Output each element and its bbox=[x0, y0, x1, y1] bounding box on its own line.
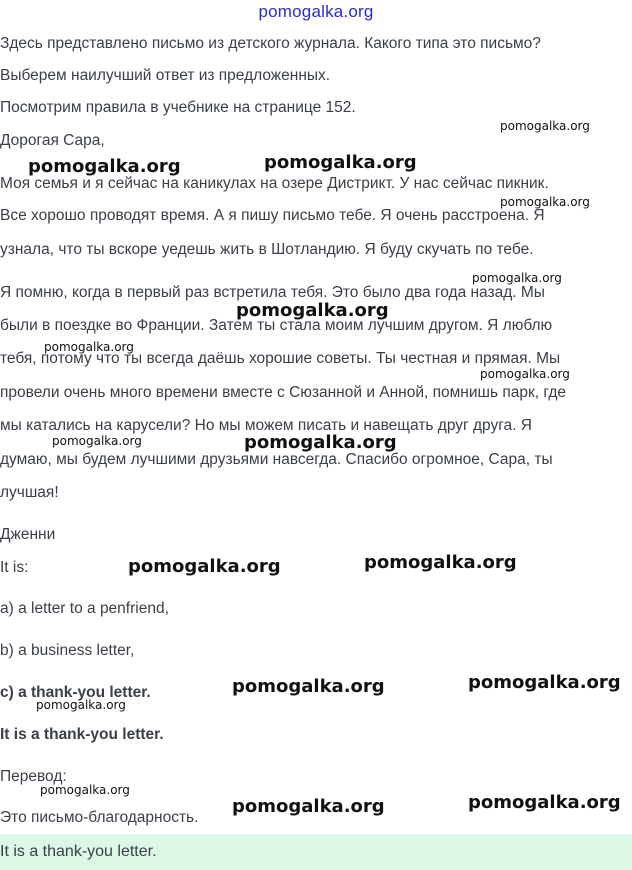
watermark: pomogalka.org bbox=[472, 271, 562, 285]
letter-line: Я помню, когда в первый раз встретила тебя. Это было два года назад. Мы bbox=[0, 284, 545, 301]
watermark: pomogalka.org bbox=[232, 796, 385, 817]
watermark: pomogalka.org bbox=[244, 432, 397, 453]
watermark: pomogalka.org bbox=[128, 556, 281, 577]
option-a: a) a letter to a penfriend, bbox=[0, 600, 169, 617]
site-header-link[interactable]: pomogalka.org bbox=[258, 2, 374, 21]
final-answer-box bbox=[0, 834, 632, 870]
letter-line: думаю, мы будем лучшими друзьями навсегда. Спасибо огромное, Сара, ты bbox=[0, 451, 553, 468]
question-answer: It is a thank-you letter. bbox=[0, 726, 164, 743]
watermark: pomogalka.org bbox=[500, 119, 590, 133]
translation-text: Это письмо-благодарность. bbox=[0, 809, 199, 826]
watermark: pomogalka.org bbox=[236, 300, 389, 321]
watermark: pomogalka.org bbox=[480, 367, 570, 381]
intro-line-2: Выберем наилучший ответ из предложенных. bbox=[0, 67, 331, 84]
letter-line: провели очень много времени вместе с Сюзанной и Анной, помнишь парк, где bbox=[0, 384, 566, 401]
final-answer-text: It is a thank-you letter. bbox=[0, 843, 157, 860]
watermark: pomogalka.org bbox=[36, 698, 126, 712]
watermark: pomogalka.org bbox=[52, 434, 142, 448]
watermark: pomogalka.org bbox=[232, 676, 385, 697]
letter-line: мы катались на карусели? Но мы можем писать и навещать друг друга. Я bbox=[0, 417, 532, 434]
watermark: pomogalka.org bbox=[364, 552, 517, 573]
watermark: pomogalka.org bbox=[44, 340, 134, 354]
letter-line: были в поездке во Франции. Затем ты стала моим лучшим другом. Я люблю bbox=[0, 317, 553, 334]
watermark: pomogalka.org bbox=[468, 792, 621, 813]
watermark: pomogalka.org bbox=[500, 195, 590, 209]
intro-line-3: Посмотрим правила в учебнике на странице 152. bbox=[0, 99, 356, 116]
letter-line: Все хорошо проводят время. А я пишу письмо тебе. Я очень расстроена. Я bbox=[0, 207, 545, 224]
letter-line: узнала, что ты вскоре уедешь жить в Шотландию. Я буду скучать по тебе. bbox=[0, 241, 534, 258]
letter-signature: Дженни bbox=[0, 526, 56, 543]
option-c: c) a thank-you letter. bbox=[0, 684, 151, 701]
letter-line: лучшая! bbox=[0, 484, 59, 501]
letter-line: тебя, потому что ты всегда даёшь хорошие советы. Ты честная и прямая. Мы bbox=[0, 350, 561, 367]
letter-greeting: Дорогая Сара, bbox=[0, 132, 105, 149]
translation-label: Перевод: bbox=[0, 768, 67, 785]
intro-line-1: Здесь представлено письмо из детского журнала. Какого типа это письмо? bbox=[0, 35, 541, 52]
watermark: pomogalka.org bbox=[264, 152, 417, 173]
watermark: pomogalka.org bbox=[40, 783, 130, 797]
letter-line: Моя семья и я сейчас на каникулах на озере Дистрикт. У нас сейчас пикник. bbox=[0, 175, 549, 192]
watermark: pomogalka.org bbox=[468, 672, 621, 693]
watermark: pomogalka.org bbox=[28, 156, 181, 177]
option-b: b) a business letter, bbox=[0, 642, 135, 659]
question-label: It is: bbox=[0, 559, 29, 576]
